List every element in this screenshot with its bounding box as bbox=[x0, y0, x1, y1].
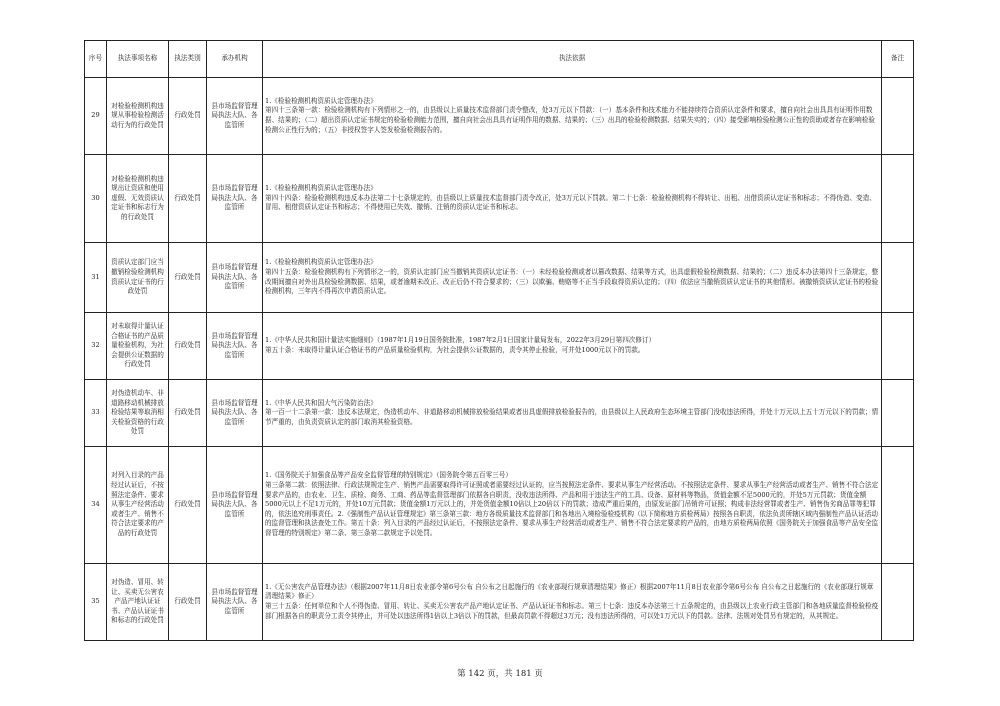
cell-basis bbox=[263, 380, 882, 447]
header-item: 执法事项名称 bbox=[107, 41, 169, 78]
cell-basis bbox=[263, 564, 882, 641]
enforcement-table bbox=[84, 40, 914, 641]
cell-no: 34 bbox=[85, 447, 107, 564]
cell-category: 行政处罚 bbox=[169, 155, 207, 243]
cell-basis bbox=[263, 78, 882, 155]
table-row bbox=[85, 447, 914, 564]
header-basis: 执法依据 bbox=[263, 41, 882, 78]
basis-clause: 第三十五条：任何单位和个人不得伪造、冒用、转让、买卖无公害农产品产地认定证书、产品认证证书和标志。第三十七条：违反本办法第三十五条规定的，由县级以上农业行政主管部门和各地质量监督检验检疫部门根据各自的职责分工责令其停止，并可处以违法所得1倍以上3倍以下的罚款，但最高罚款不得超过3万元；没有违法所得的，可以处1万元以下的罚款。法律、法规对处罚另有规定的，从其规定。 bbox=[265, 602, 879, 620]
cell-agency: 县市场监督管理局执法大队、各监管所 bbox=[207, 78, 263, 155]
cell-category: 行政处罚 bbox=[169, 447, 207, 564]
cell-item: 对未取得计量认证合格证书的产品质量检验机构，为社会提供公证数据的行政处罚 bbox=[107, 313, 169, 380]
table-row bbox=[85, 243, 914, 313]
table-row bbox=[85, 155, 914, 243]
cell-agency: 县市场监督管理局执法大队、各监管所 bbox=[207, 447, 263, 564]
cell-category: 行政处罚 bbox=[169, 313, 207, 380]
cell-remark bbox=[882, 155, 914, 243]
cell-category: 行政处罚 bbox=[169, 243, 207, 313]
basis-clause: 第五十条：未取得计量认证合格证书的产品质量检验机构，为社会提供公证数据的，责令其停止检验，可并处1000元以下的罚款。 bbox=[265, 346, 645, 354]
basis-reference: 1.《中华人民共和国大气污染防治法》 bbox=[265, 398, 377, 407]
cell-category: 行政处罚 bbox=[169, 78, 207, 155]
basis-reference: 1.《中华人民共和国计量法实施细则》（1987年1月19日国务院批准，1987年2月1日国家计量局发布，2022年3月29日第四次修订） bbox=[265, 336, 656, 345]
cell-basis bbox=[263, 243, 882, 313]
basis-reference: 1.《检验检测机构资质认定管理办法》 bbox=[265, 258, 377, 267]
basis-clause: 第四十三条第一款：检验检测机构有下列情形之一的，由县级以上质量技术监督部门责令整改，处3万元以下罚款：（一）基本条件和技术能力不能持续符合资质认定条件和要求，擅自向社会出具具有证明作用数据、结果的；（二）超出资质认定证书规定的检验检测能力范围，擅自向社会出具具有证明作用的数据、结果的；（三）出具的检验检测数据、结果失实的；（四）接受影响检验检测公正性的资助或者存在影响检验检测公正性行为的；（五）非授权签字人签发检验检测报告的。 bbox=[265, 106, 875, 134]
table-row bbox=[85, 380, 914, 447]
cell-item: 对检验检测机构违规出让资质和使用虚假、无效资质认定证书和标志行为的行政处罚 bbox=[107, 155, 169, 243]
table-row bbox=[85, 313, 914, 380]
cell-agency: 县市场监督管理局执法大队、各监管所 bbox=[207, 243, 263, 313]
cell-remark bbox=[882, 78, 914, 155]
cell-no: 35 bbox=[85, 564, 107, 641]
cell-remark bbox=[882, 380, 914, 447]
cell-item: 对伪造机动车、非道路移动机械排放检验结果等取消相关检验资格的行政处罚 bbox=[107, 380, 169, 447]
basis-clause: 第三条第二款：依照法律、行政法规规定生产、销售产品需要取得许可证照或者需要经过认证的，应当按照法定条件、要求从事生产经营活动。不按照法定条件、要求从事生产经营活动或者生产、销售不符合法定要求产品的，由农业、卫生、质检、商务、工商、药品等监督管理部门依据各自职责，没收违法所得、产品和用于违法生产的工具、设备、原材料等物品，货值金额不足5000元的，并处5万元罚款；货值金额5000元以上不足1万元的，并处10万元罚款；货值金额1万元以上的，并处货值金额10倍以上20倍以下的罚款；造成严重后果的，由原发证部门吊销许可证照；构成非法经营罪或者生产、销售伪劣商品罪等犯罪的，依法追究刑事责任。2.《强制性产品认证管理规定》第三条第三款：地方各级质量技术监督部门和各地出入境检验检疫机构（以下简称地方质检两局）按照各自职责，依法负责所辖区域内强制性产品认证活动的监督管理和执法查处工作。第五十条：列入目录的产品经过认证后，不按照法定条件、要求从事生产经营活动或者生产、销售不符合法定要求的产品的，由地方质检两局依照《国务院关于加强食品等产品安全监督管理的特别规定》第二条、第三条第二款规定予以处罚。 bbox=[265, 481, 879, 537]
table-row bbox=[85, 78, 914, 155]
cell-category: 行政处罚 bbox=[169, 564, 207, 641]
cell-agency: 县市场监督管理局执法大队、各监管所 bbox=[207, 380, 263, 447]
cell-item: 对检验检测机构违规从事检验检测活动行为的行政处罚 bbox=[107, 78, 169, 155]
cell-basis bbox=[263, 447, 882, 564]
cell-item: 资质认定部门应当撤销检验检测机构资质认定证书的行政处罚 bbox=[107, 243, 169, 313]
header-agency: 承办机构 bbox=[207, 41, 263, 78]
cell-no: 29 bbox=[85, 78, 107, 155]
table-row bbox=[85, 564, 914, 641]
cell-remark bbox=[882, 564, 914, 641]
cell-category: 行政处罚 bbox=[169, 380, 207, 447]
header-no: 序号 bbox=[85, 41, 107, 78]
header-remark: 备注 bbox=[882, 41, 914, 78]
basis-reference: 1.《检验检测机构资质认定管理办法》 bbox=[265, 184, 377, 193]
cell-agency: 县市场监督管理局执法大队、各监管所 bbox=[207, 564, 263, 641]
cell-agency: 县市场监督管理局执法大队、各监管所 bbox=[207, 313, 263, 380]
cell-basis bbox=[263, 313, 882, 380]
cell-no: 33 bbox=[85, 380, 107, 447]
cell-item: 对列入目录的产品经过认证后，不按照法定条件、要求从事生产经营活动或者生产、销售不符合法定要求的产品的行政处罚 bbox=[107, 447, 169, 564]
table-header-row bbox=[85, 41, 914, 78]
basis-reference: 1.《国务院关于加强食品等产品安全监督管理的特别规定》（国务院令第五百零三号） bbox=[265, 471, 512, 480]
cell-remark bbox=[882, 313, 914, 380]
cell-no: 30 bbox=[85, 155, 107, 243]
cell-agency: 县市场监督管理局执法大队、各监管所 bbox=[207, 155, 263, 243]
cell-item: 对伪造、冒用、转让、买卖无公害农产品产地认证证书、产品认证证书和标志的行政处罚 bbox=[107, 564, 169, 641]
cell-no: 32 bbox=[85, 313, 107, 380]
basis-clause: 第一百一十二条第一款：违反本法规定，伪造机动车、非道路移动机械排放检验结果或者出具虚假排放检验报告的，由县级以上人民政府生态环境主管部门没收违法所得，并处十万元以上五十万元以下的罚款；情节严重的，由负责资质认定的部门取消其检验资格。 bbox=[265, 408, 879, 426]
cell-no: 31 bbox=[85, 243, 107, 313]
cell-remark bbox=[882, 447, 914, 564]
basis-clause: 第四十五条：检验检测机构有下列情形之一的，资质认定部门应当撤销其资质认定证书：（一）未经检验检测或者以篡改数据、结果等方式，出具虚假检验检测数据、结果的；（二）违反本办法第四十三条规定，整改期间擅自对外出具检验检测数据、结果，或者逾期未改正、改正后仍不符合要求的；（三）以欺骗、贿赂等不正当手段取得资质认定的；（四）依法应当撤销资质认定证书的其他情形。被撤销资质认定证书的检验检测机构，三年内不得再次申请资质认定。 bbox=[265, 267, 879, 296]
cell-basis bbox=[263, 155, 882, 243]
basis-reference: 1.《检验检测机构资质认定管理办法》 bbox=[265, 96, 377, 105]
header-category: 执法类别 bbox=[169, 41, 207, 78]
basis-clause: 第四十四条：检验检测机构违反本办法第二十七条规定的，由县级以上质量技术监督部门责令改正，处3万元以下罚款。第二十七条：检验检测机构不得转让、出租、出借资质认定证书和标志；不得伪造、变造、冒用、租借资质认定证书和标志；不得使用已失效、撤销、注销的资质认定证书和标志。 bbox=[265, 193, 876, 212]
basis-reference: 1.《无公害农产品管理办法》（根据2007年11月8日农业部令第6号公布 自公布之日起施行的《农业部现行规章清理结果》修正）根据2007年11月8日农业部令第6号公布 自公布之日起施行的《农业部现行规章清理结果》修正） bbox=[265, 582, 874, 601]
cell-remark bbox=[882, 243, 914, 313]
page-number-footer: 第 142 页，共 181 页 bbox=[457, 669, 543, 679]
